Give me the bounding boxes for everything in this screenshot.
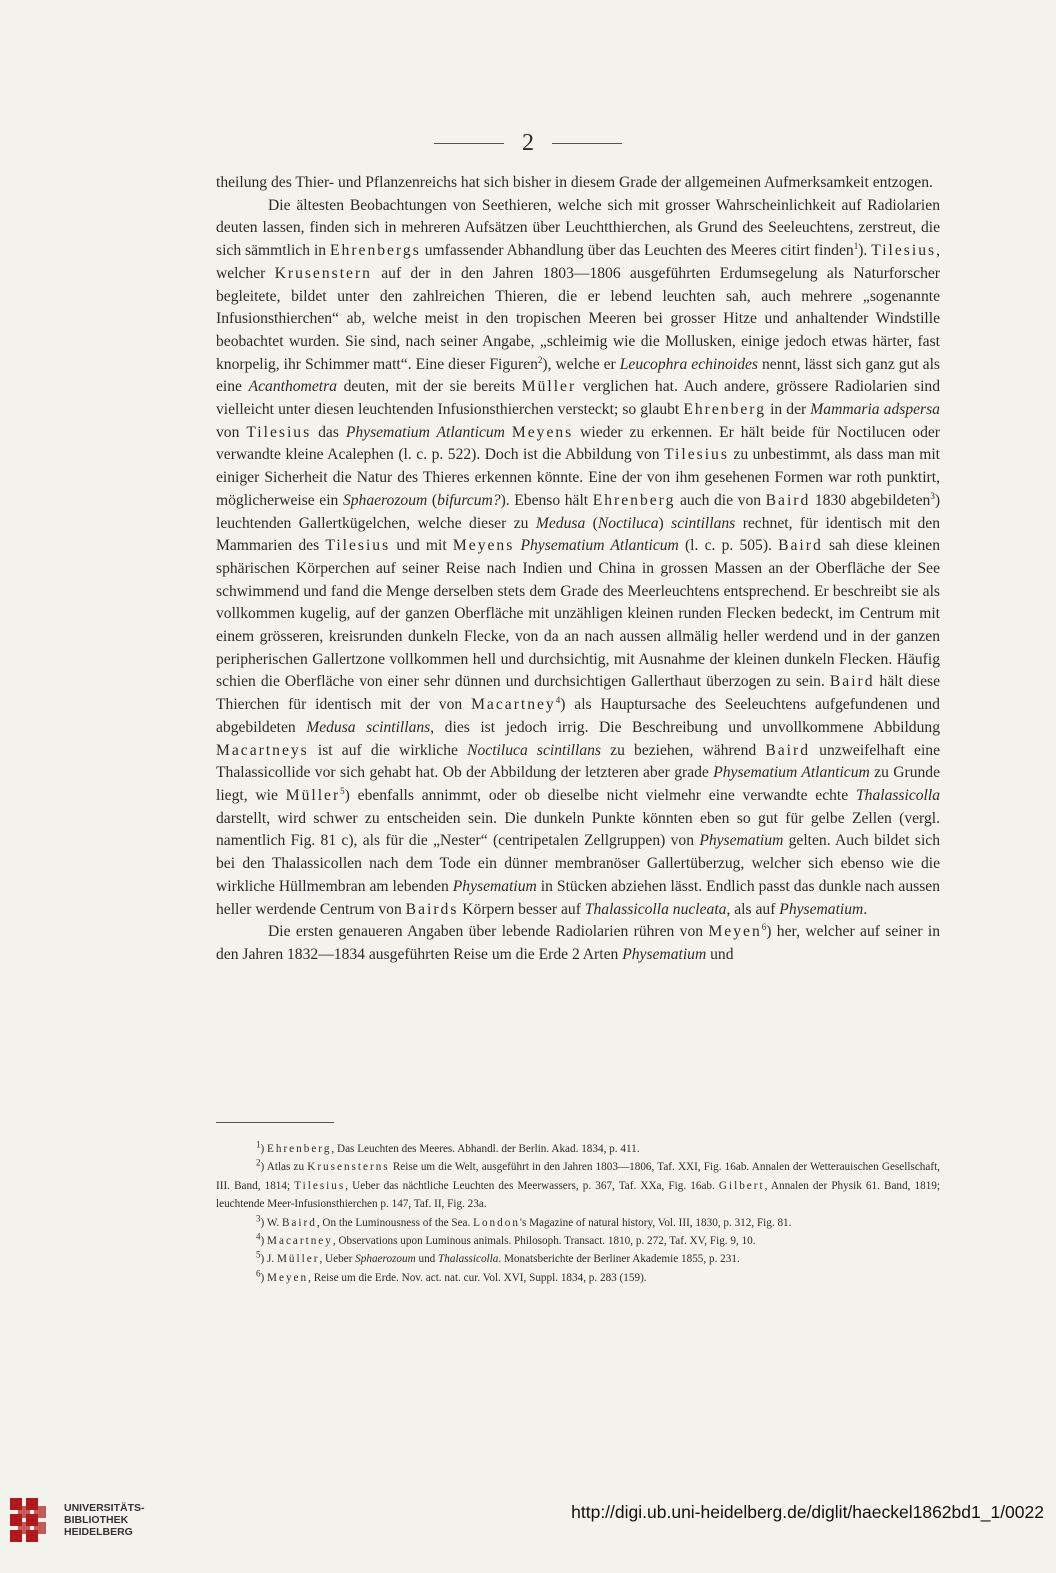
footnote: $^2$) Atlas zu Krusensterns Reise um die Welt, ausgeführt in den Jahren 1803—1806, Taf. XXI, Fig. 16ab. Annalen der Wetterauischen Gesellschaft, III. Band, 1814; Tilesius, Ueber das nächtliche Leuchten des Meerwassers, p. 367, Taf. XXa, Fig. 16ab. Gilbert, Annalen der Physik 61. Band, 1819; leuchtende Meer-Infusionsthierchen p. 147, Taf. II, Fig. 23a. bbox=[216, 1157, 940, 1211]
page-header bbox=[0, 130, 1056, 157]
page-number: 2 bbox=[522, 130, 534, 156]
header-rule-left bbox=[434, 143, 504, 144]
footnote: $^6$) Meyen, Reise um die Erde. Nov. act. nat. cur. Vol. XVI, Suppl. 1834, p. 283 (159). bbox=[256, 1268, 647, 1284]
paragraph: Die ältesten Beobachtungen von Seethieren, welche sich mit grosser Wahrscheinlichkeit auf Radiolarien deuten lassen, finden sich in mehreren Aufsätzen über Leuchtthierchen, als Grund des Seeleuchtens, zerstreut, die sich sämmtlich in Ehrenbergs umfassender Abhandlung über das Leuchten des Meeres citirt finden$^1$). Tilesius, welcher Krusenstern auf der in den Jahren 1803—1806 ausgeführten Erdumsegelung als Naturforscher begleitete, bildet unter den zahlreichen Thieren, die er lebend leuchten sah, auch mehrere „sogenannte Infusionsthierchen“ ab, welche meist in den tropischen Meeren bei grosser Hitze und anhaltender Windstille beobachtet wurden. Sie sind, nach seiner Angabe, „schleimig wie die Mollusken, einige jedoch etwas härter, fast knorpelig, ihr Schimmer matt“. Eine dieser Figuren$^2$), welche er Leucophra echinoides nennt, lässt sich ganz gut als eine Acanthometra deuten, mit der sie bereits Müller verglichen hat. Auch andere, grössere Radiolarien sind vielleicht unter diesen leuchtenden Infusionsthierchen versteckt; so glaubt Ehrenberg in der Mammaria adspersa von Tilesius das Physematium Atlanticum Meyens wieder zu erkennen. Er hält beide für Noctilucen oder verwandte kleine Acalephen (l. c. p. 522). Doch ist die Abbildung von Tilesius zu unbestimmt, als dass man mit einiger Sicherheit die Natur des Thieres erkennen könnte. Eine der von ihm gesehenen Formen war roth punktirt, möglicherweise ein Sphaerozoum (bifurcum?). Ebenso hält Ehrenberg auch die von Baird 1830 abgebildeten$^3$) leuchtenden Gallertkügelchen, welche dieser zu Medusa (Noctiluca) scintillans rechnet, für identisch mit den Mammarien des Tilesius und mit Meyens Physematium Atlanticum (l. c. p. 505). Baird sah diese kleinen sphärischen Körperchen auf seiner Reise nach Indien und China in grossen Massen an der Oberfläche der See schwimmend und fand die Menge derselben stets dem Grade des Meerleuchtens entsprechend. Er beschreibt sie als vollkommen kugelig, auf der ganzen Oberfläche mit unzähligen kleinen runden Flecken bedeckt, im Centrum mit einem grösseren, kreisrunden dunkeln Flecke, von da an nach aussen allmälig heller werdend und in der ganzen peripherischen Gallertzone vollkommen hell und durchsichtig, mit Ausnahme der kleinen dunkeln Flecken. Häufig schien die Oberfläche von einer sehr dünnen und durchsichtigen Gallerthaut überzogen zu sein. Baird hält diese Thierchen für identisch mit der von Macartney$^4$) als Hauptursache des Seeleuchtens aufgefundenen und abgebildeten Medusa scintillans, dies ist jedoch irrig. Die Beschreibung und unvollkommene Abbildung Macartneys ist auf die wirkliche Noctiluca scintillans zu beziehen, während Baird unzweifelhaft eine Thalassicollide vor sich gehabt hat. Ob der Abbildung der letzteren aber grade Physematium Atlanticum zu Grunde liegt, wie Müller$^5$) ebenfalls annimmt, oder ob dieselbe nicht vielmehr eine verwandte echte Thalassicolla darstellt, wird schwer zu entscheiden sein. Die dunkeln Punkte könnten eben so gut für gelbe Zellen (vergl. namentlich Fig. 81 c), als für die „Nester“ (centripetalen Zellgruppen) von Physematium gelten. Auch bildet sich bei den Thalassicollen nach dem Tode ein dünner membranöser Gallertüberzug, welcher sich ebenso wie die wirkliche Hüllmembran am lebenden Physematium in Stücken abziehen lässt. Endlich passt das dunkle nach aussen heller werdende Centrum von Bairds Körpern besser auf Thalassicolla nucleata, als auf Physematium. bbox=[216, 196, 941, 918]
paragraph: theilung des Thier- und Pflanzenreichs hat sich bisher in diesem Grade der allgemeinen Aufmerksamkeit entzogen. bbox=[216, 174, 933, 191]
library-name: UNIVERSITÄTS- BIBLIOTHEK HEIDELBERG bbox=[64, 1502, 145, 1538]
body-text bbox=[216, 172, 940, 967]
paragraph: Die ersten genaueren Angaben über lebende Radiolarien rühren von Meyen$^6$) her, welcher auf seiner in den Jahren 1832—1834 ausgeführten Reise um die Erde 2 Arten Physematium und bbox=[216, 922, 941, 963]
footnote: $^1$) Ehrenberg, Das Leuchten des Meeres. Abhandl. der Berlin. Akad. 1834, p. 411. bbox=[256, 1139, 640, 1155]
header-rule-right bbox=[552, 143, 622, 144]
footnote: $^3$) W. Baird, On the Luminousness of the Sea. London's Magazine of natural history, Vol. III, 1830, p. 312, Fig. 81. bbox=[256, 1212, 792, 1229]
library-logo-icon bbox=[10, 1498, 54, 1542]
footnote: $^5$) J. Müller, Ueber Sphaerozoum und Thalassicolla. Monatsberichte der Berliner Akademie 1855, p. 231. bbox=[256, 1249, 740, 1266]
footnote: $^4$) Macartney, Observations upon Luminous animals. Philosoph. Transact. 1810, p. 272, Taf. XV, Fig. 9, 10. bbox=[256, 1231, 756, 1248]
footnotes bbox=[216, 1140, 940, 1287]
footnote-rule bbox=[216, 1122, 334, 1123]
source-url[interactable]: http://digi.ub.uni-heidelberg.de/diglit/haeckel1862bd1_1/0022 bbox=[571, 1502, 1044, 1522]
